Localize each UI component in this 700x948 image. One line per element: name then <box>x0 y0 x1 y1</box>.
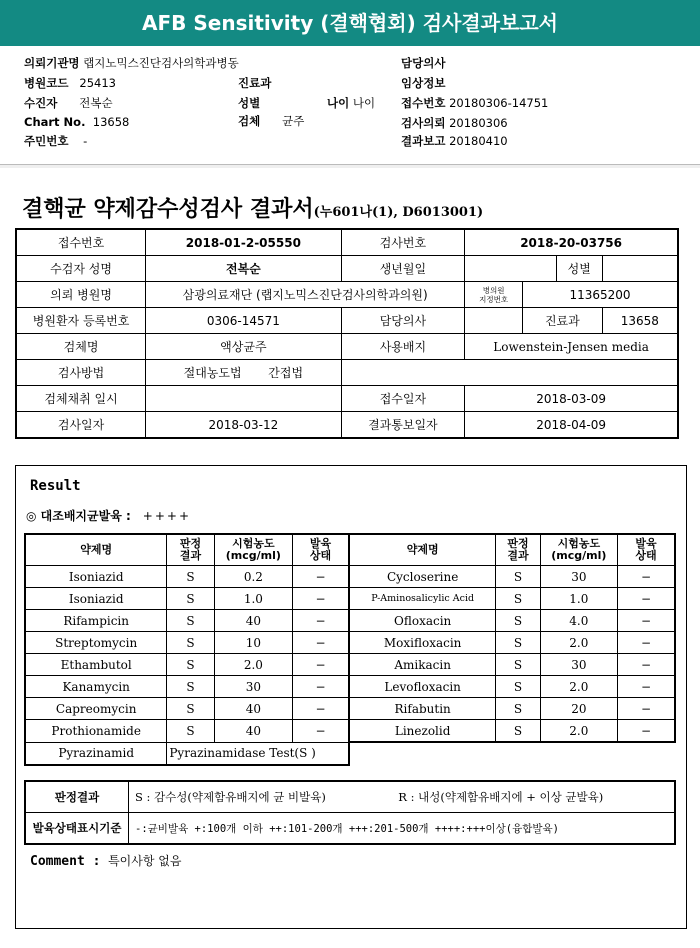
drug-name: P-Aminosalicylic Acid <box>349 588 496 610</box>
table-row <box>25 610 675 632</box>
drug-concentration: 30 <box>540 566 617 588</box>
table-row: 수검자 성명 전복순 생년월일 성별 <box>16 256 678 282</box>
drug-result: S <box>496 588 540 610</box>
field-patient: 수진자 전복순 <box>24 96 113 110</box>
doctor <box>465 308 523 334</box>
drug-growth: − <box>293 610 349 632</box>
drug-growth: − <box>293 632 349 654</box>
hospital-name: 삼광의료재단 (랩지노믹스진단검사의학과의원) <box>146 282 465 308</box>
table-header-row: 약제명 판정 결과 시험농도 (mcg/ml) 발육 상태 약제명 판정 결과 시험농도 (mcg/ml) 발육 상태 <box>25 534 675 566</box>
result-box <box>15 465 687 929</box>
table-row: 검체명 액상균주 사용배지 Lowenstein-Jensen media <box>16 334 678 360</box>
drug-name: Isoniazid <box>25 588 167 610</box>
drug-result: S <box>496 632 540 654</box>
drug-result: S <box>167 654 214 676</box>
table-row <box>25 698 675 720</box>
drug-growth: − <box>618 698 675 720</box>
table-row: 검체채취 일시 접수일자 2018-03-09 <box>16 386 678 412</box>
field-chart-no: Chart No. 13658 <box>24 115 130 129</box>
drug-name: Moxifloxacin <box>349 632 496 654</box>
table-row: 접수번호 2018-01-2-05550 검사번호 2018-20-03756 <box>16 229 678 256</box>
test-method: 절대농도법 간접법 <box>146 360 341 386</box>
drug-concentration: 30 <box>540 654 617 676</box>
legend-table <box>24 780 676 845</box>
drug-growth: − <box>618 654 675 676</box>
drug-growth: − <box>618 588 675 610</box>
drug-concentration: 2.0 <box>540 676 617 698</box>
field-clinical-info: 임상정보 <box>401 76 446 90</box>
table-row <box>25 654 675 676</box>
patient-name: 전복순 <box>146 256 341 282</box>
drug-concentration: 40 <box>214 720 292 743</box>
birth-date <box>465 256 557 282</box>
field-request-date: 검사의뢰 20180306 <box>401 116 508 130</box>
drug-result: S <box>496 698 540 720</box>
drug-growth: − <box>293 676 349 698</box>
drug-result: S <box>167 610 214 632</box>
table-row <box>25 566 675 588</box>
drug-growth: − <box>618 566 675 588</box>
drug-name: Amikacin <box>349 654 496 676</box>
table-row: 병원환자 등록번호 0306-14571 담당의사 진료과 13658 <box>16 308 678 334</box>
table-row: 판정결과 S : 감수성(약제함유배지에 균 비발육) R : 내성(약제함유배지에 + 이상 균발육) <box>25 781 675 813</box>
header-info <box>0 46 700 165</box>
drug-result: S <box>167 588 214 610</box>
registration-no: 0306-14571 <box>146 308 341 334</box>
drug-name: Capreomycin <box>25 698 167 720</box>
drug-concentration: 30 <box>214 676 292 698</box>
drug-result: S <box>167 698 214 720</box>
table-row <box>25 742 675 765</box>
field-resident-no: 주민번호 - <box>24 134 88 148</box>
legend-s: S : 감수성(약제함유배지에 균 비발육) <box>129 781 393 813</box>
drug-growth: − <box>293 566 349 588</box>
table-row <box>25 588 675 610</box>
drug-growth: − <box>293 654 349 676</box>
drug-concentration: 0.2 <box>214 566 292 588</box>
pyrazinamidase-test: Pyrazinamidase Test(S ) <box>167 742 349 765</box>
field-dept: 진료과 <box>238 76 272 90</box>
drug-concentration: 40 <box>214 610 292 632</box>
drug-growth: − <box>618 676 675 698</box>
table-row <box>25 632 675 654</box>
drug-name: Ethambutol <box>25 654 167 676</box>
table-row: 의뢰 병원명 삼광의료재단 (랩지노믹스진단검사의학과의원) 병의원 지정번호 11365200 <box>16 282 678 308</box>
drug-result: S <box>496 610 540 632</box>
tested-date: 2018-03-12 <box>146 412 341 439</box>
drug-concentration: 10 <box>214 632 292 654</box>
receipt-no: 2018-01-2-05550 <box>146 229 341 256</box>
comment: Comment : 특이사항 없음 <box>30 854 182 869</box>
drug-result: S <box>496 566 540 588</box>
drug-name: Rifampicin <box>25 610 167 632</box>
drug-name: Streptomycin <box>25 632 167 654</box>
culture-medium: Lowenstein-Jensen media <box>465 334 678 360</box>
legend-growth: -:균비발육 +:100개 이하 ++:101-200개 +++:201-500개 ++++:+++이상(융합발육) <box>129 813 676 845</box>
drug-concentration: 2.0 <box>540 720 617 743</box>
table-row: 검사방법 절대농도법 간접법 <box>16 360 678 386</box>
drug-concentration: 1.0 <box>540 588 617 610</box>
report-title-bar: AFB Sensitivity (결핵협회) 검사결과보고서 <box>0 0 700 46</box>
drug-result: S <box>496 654 540 676</box>
report-heading: 결핵균 약제감수성검사 결과서(누601나(1), D6013001) <box>22 196 484 222</box>
field-hospital: 의뢰기관명 랩지노믹스진단검사의학과병동 <box>24 56 239 70</box>
drug-name-pyrazinamid: Pyrazinamid <box>25 742 167 765</box>
drug-growth: − <box>293 698 349 720</box>
drug-concentration: 2.0 <box>214 654 292 676</box>
drug-result: S <box>167 566 214 588</box>
field-specimen: 검체 균주 <box>238 114 305 128</box>
drug-growth: − <box>618 720 675 743</box>
table-row <box>25 720 675 743</box>
notified-date: 2018-04-09 <box>465 412 678 439</box>
drug-result: S <box>167 676 214 698</box>
drug-concentration: 2.0 <box>540 632 617 654</box>
drug-result: S <box>167 632 214 654</box>
drug-name: Isoniazid <box>25 566 167 588</box>
report-document <box>0 168 700 948</box>
field-age: 나이 나이 <box>327 96 376 110</box>
drug-concentration: 1.0 <box>214 588 292 610</box>
drug-name: Prothionamide <box>25 720 167 743</box>
hospital-code-label: 병의원 지정번호 <box>465 282 523 308</box>
dept: 13658 <box>602 308 678 334</box>
drug-concentration: 4.0 <box>540 610 617 632</box>
patient-info-table <box>15 228 679 439</box>
drug-result: S <box>167 720 214 743</box>
drug-name: Levofloxacin <box>349 676 496 698</box>
specimen-name: 액상균주 <box>146 334 341 360</box>
drug-result: S <box>496 720 540 743</box>
test-no: 2018-20-03756 <box>465 229 678 256</box>
collection-date <box>146 386 341 412</box>
drug-name: Kanamycin <box>25 676 167 698</box>
drug-name: Rifabutin <box>349 698 496 720</box>
legend-r: R : 내성(약제함유배지에 + 이상 균발육) <box>392 781 675 813</box>
field-receipt-no: 접수번호 20180306-14751 <box>401 96 549 110</box>
drug-growth: − <box>293 720 349 743</box>
drug-name: Linezolid <box>349 720 496 743</box>
drug-growth: − <box>618 632 675 654</box>
drug-growth: − <box>293 588 349 610</box>
table-row: 검사일자 2018-03-12 결과통보일자 2018-04-09 <box>16 412 678 439</box>
control-growth: ◎ 대조배지균발육 : ++++ <box>26 509 191 523</box>
result-label: Result <box>30 478 81 494</box>
drug-concentration: 20 <box>540 698 617 720</box>
field-doctor: 담당의사 <box>401 56 446 70</box>
drug-concentration: 40 <box>214 698 292 720</box>
drug-result: S <box>496 676 540 698</box>
received-date: 2018-03-09 <box>465 386 678 412</box>
drug-name: Ofloxacin <box>349 610 496 632</box>
field-sex: 성별 <box>238 96 261 110</box>
field-hospital-code: 병원코드 25413 <box>24 76 116 90</box>
table-row <box>25 676 675 698</box>
drug-name: Cycloserine <box>349 566 496 588</box>
table-row: 발육상태표시기준 -:균비발육 +:100개 이하 ++:101-200개 +++:201-500개 ++++:+++이상(융합발육) <box>25 813 675 845</box>
drug-sensitivity-table <box>24 533 676 766</box>
field-report-date: 결과보고 20180410 <box>401 134 508 148</box>
hospital-code: 11365200 <box>523 282 678 308</box>
sex <box>602 256 678 282</box>
drug-growth: − <box>618 610 675 632</box>
